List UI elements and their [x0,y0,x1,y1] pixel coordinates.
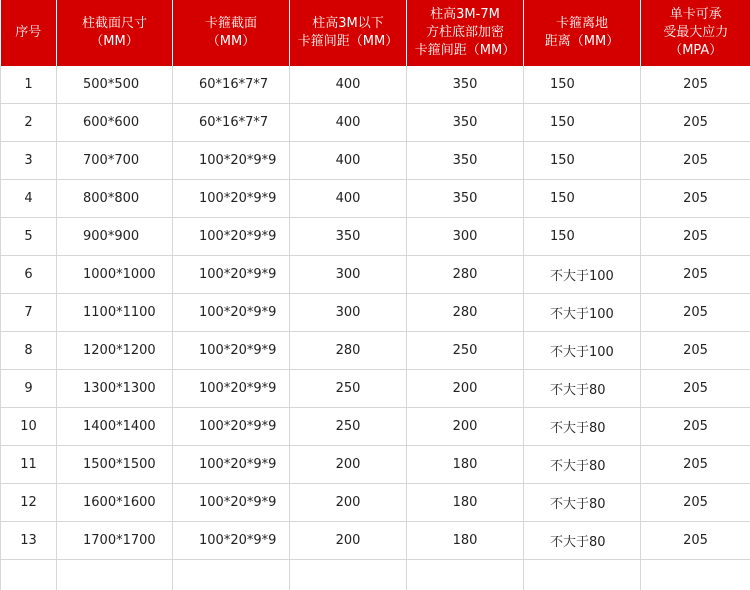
cell-max-stress: 205 [641,180,750,218]
cell-clamp-section: 100*20*9*9 [173,142,290,180]
cell-spacing-3m-7m: 180 [407,522,524,560]
cell-ground-distance: 不大于80 [524,370,641,408]
cell-clamp-section: 100*20*9*9 [173,256,290,294]
table-row-empty [1,560,750,590]
cell-spacing-3m-7m: 180 [407,484,524,522]
cell-column-size: 1500*1500 [57,446,173,484]
cell-empty [524,560,641,590]
cell-spacing-3m-7m: 300 [407,218,524,256]
cell-spacing-below-3m: 300 [290,256,407,294]
cell-ground-distance: 150 [524,180,641,218]
cell-spacing-below-3m: 400 [290,66,407,104]
cell-clamp-section: 100*20*9*9 [173,370,290,408]
cell-spacing-3m-7m: 350 [407,66,524,104]
header-column-size: 柱截面尺寸 （MM） [57,0,173,66]
cell-empty [290,560,407,590]
cell-index: 8 [1,332,57,370]
cell-ground-distance: 150 [524,218,641,256]
cell-ground-distance: 150 [524,104,641,142]
header-ground-distance: 卡箍离地 距离（MM） [524,0,641,66]
cell-ground-distance: 150 [524,66,641,104]
cell-column-size: 600*600 [57,104,173,142]
cell-column-size: 700*700 [57,142,173,180]
cell-column-size: 1400*1400 [57,408,173,446]
cell-spacing-3m-7m: 200 [407,408,524,446]
cell-clamp-section: 100*20*9*9 [173,180,290,218]
table-row [1,484,750,522]
cell-max-stress: 205 [641,370,750,408]
cell-empty [407,560,524,590]
cell-empty [641,560,750,590]
cell-spacing-below-3m: 280 [290,332,407,370]
cell-max-stress: 205 [641,294,750,332]
cell-index: 6 [1,256,57,294]
table-row [1,332,750,370]
cell-ground-distance: 不大于80 [524,408,641,446]
table-row [1,370,750,408]
cell-index: 2 [1,104,57,142]
cell-spacing-below-3m: 400 [290,180,407,218]
cell-spacing-3m-7m: 350 [407,142,524,180]
cell-empty [57,560,173,590]
cell-spacing-3m-7m: 350 [407,180,524,218]
cell-spacing-below-3m: 350 [290,218,407,256]
cell-spacing-below-3m: 250 [290,370,407,408]
cell-clamp-section: 100*20*9*9 [173,218,290,256]
cell-ground-distance: 不大于80 [524,484,641,522]
cell-clamp-section: 100*20*9*9 [173,408,290,446]
cell-index: 10 [1,408,57,446]
cell-max-stress: 205 [641,408,750,446]
cell-index: 5 [1,218,57,256]
table-row [1,104,750,142]
header-clamp-section: 卡箍截面 （MM） [173,0,290,66]
cell-column-size: 1000*1000 [57,256,173,294]
table-row [1,256,750,294]
cell-column-size: 900*900 [57,218,173,256]
cell-index: 4 [1,180,57,218]
cell-max-stress: 205 [641,332,750,370]
cell-index: 11 [1,446,57,484]
table-row [1,180,750,218]
cell-column-size: 800*800 [57,180,173,218]
cell-clamp-section: 100*20*9*9 [173,332,290,370]
cell-spacing-3m-7m: 280 [407,256,524,294]
cell-spacing-below-3m: 200 [290,484,407,522]
cell-index: 13 [1,522,57,560]
header-index: 序号 [1,0,57,66]
table-body [1,66,750,590]
cell-column-size: 1700*1700 [57,522,173,560]
cell-clamp-section: 100*20*9*9 [173,484,290,522]
cell-spacing-below-3m: 300 [290,294,407,332]
cell-spacing-3m-7m: 200 [407,370,524,408]
header-spacing-3m-7m: 柱高3M-7M 方柱底部加密 卡箍间距（MM） [407,0,524,66]
cell-column-size: 1300*1300 [57,370,173,408]
cell-spacing-below-3m: 200 [290,522,407,560]
table-row [1,66,750,104]
table-row [1,294,750,332]
cell-spacing-below-3m: 400 [290,104,407,142]
cell-max-stress: 205 [641,484,750,522]
cell-clamp-section: 100*20*9*9 [173,294,290,332]
cell-index: 1 [1,66,57,104]
header-max-stress: 单卡可承 受最大应力 （MPA） [641,0,750,66]
table-header [1,0,750,66]
table-row [1,142,750,180]
cell-ground-distance: 不大于100 [524,294,641,332]
cell-ground-distance: 不大于80 [524,522,641,560]
cell-spacing-below-3m: 400 [290,142,407,180]
cell-clamp-section: 60*16*7*7 [173,66,290,104]
table-row [1,446,750,484]
cell-empty [173,560,290,590]
cell-spacing-3m-7m: 280 [407,294,524,332]
cell-max-stress: 205 [641,218,750,256]
cell-empty [1,560,57,590]
cell-ground-distance: 不大于100 [524,332,641,370]
cell-clamp-section: 100*20*9*9 [173,522,290,560]
cell-index: 12 [1,484,57,522]
cell-ground-distance: 不大于80 [524,446,641,484]
cell-index: 3 [1,142,57,180]
table-row [1,218,750,256]
cell-spacing-3m-7m: 250 [407,332,524,370]
cell-index: 7 [1,294,57,332]
header-row [1,0,750,66]
cell-max-stress: 205 [641,446,750,484]
cell-max-stress: 205 [641,142,750,180]
cell-spacing-below-3m: 250 [290,408,407,446]
cell-max-stress: 205 [641,522,750,560]
cell-ground-distance: 不大于100 [524,256,641,294]
cell-max-stress: 205 [641,104,750,142]
cell-column-size: 1200*1200 [57,332,173,370]
table-row [1,408,750,446]
cell-clamp-section: 60*16*7*7 [173,104,290,142]
cell-spacing-below-3m: 200 [290,446,407,484]
cell-spacing-3m-7m: 180 [407,446,524,484]
header-spacing-below-3m: 柱高3M以下 卡箍间距（MM） [290,0,407,66]
cell-index: 9 [1,370,57,408]
cell-spacing-3m-7m: 350 [407,104,524,142]
cell-column-size: 1600*1600 [57,484,173,522]
cell-max-stress: 205 [641,66,750,104]
table-row [1,522,750,560]
cell-column-size: 1100*1100 [57,294,173,332]
cell-ground-distance: 150 [524,142,641,180]
cell-max-stress: 205 [641,256,750,294]
cell-clamp-section: 100*20*9*9 [173,446,290,484]
cell-column-size: 500*500 [57,66,173,104]
